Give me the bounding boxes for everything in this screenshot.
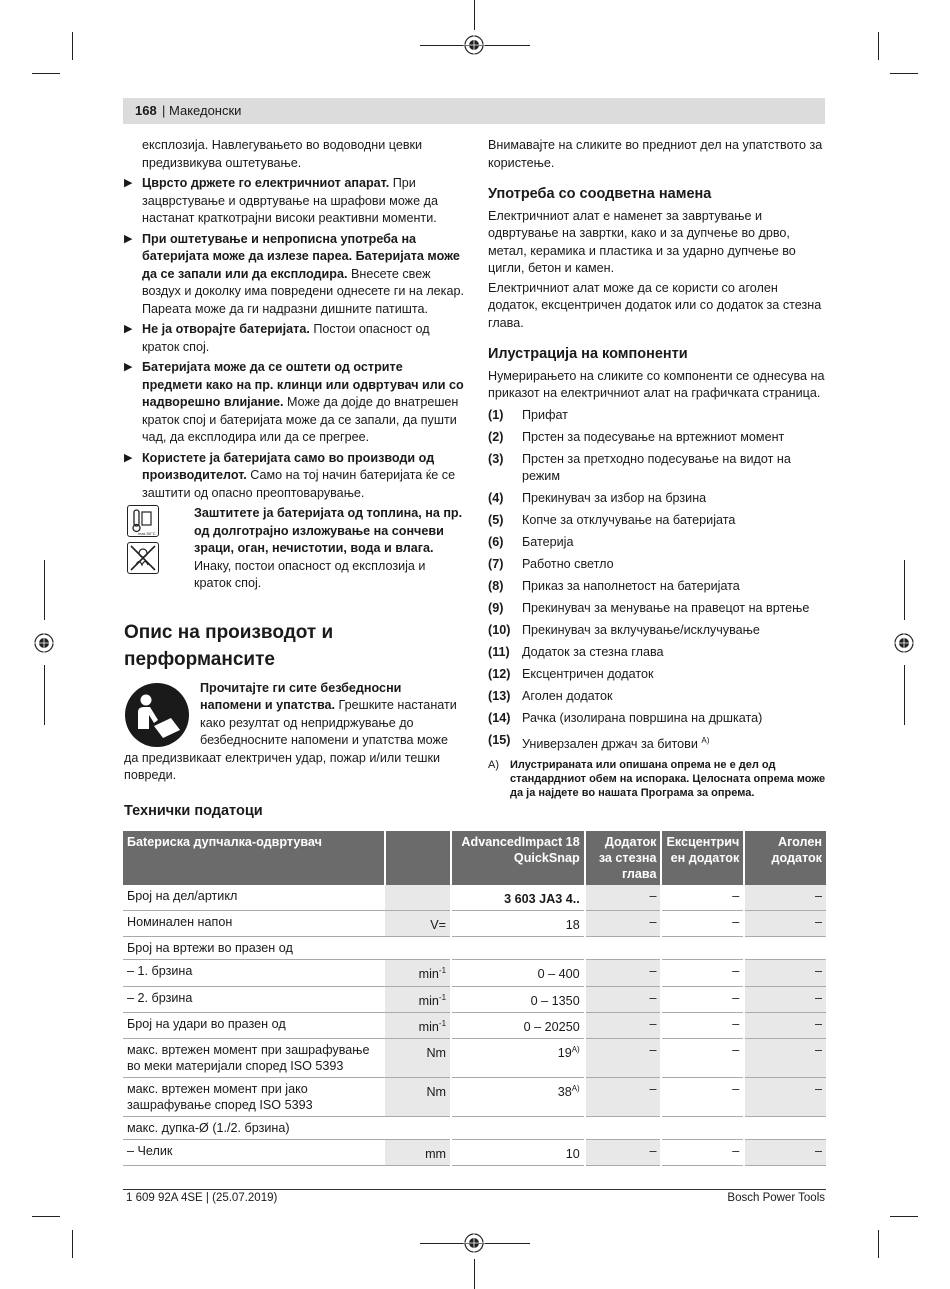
table-cell [451,960,585,986]
read-warning-text: Грешките настанати како резултат од непридржување до безбедносните напомени и упатства може да предизвикаат електричен удар, пожар и/или тешки повреди. [124,698,457,782]
value-text: 0 – 20250 [523,1019,580,1034]
table-row [123,960,826,986]
table-cell: – [744,1038,826,1077]
table-cell: – [744,1139,826,1165]
bullet-text: Внесете свеж воздух и доколку има повредени однесете ги на лекар. Пареата може да ги надразни дишните патишта. [142,266,464,316]
table-cell: – [661,911,744,937]
registration-target-icon [893,632,915,654]
crop-mark [474,0,475,30]
component-text: Прифат [522,407,568,422]
table-cell: – [585,1038,662,1077]
triangle-bullet-icon: ▶ [124,451,133,464]
table-cell: – [744,1012,826,1038]
component-number: (3) [488,451,504,466]
table-header-cell: Бatериска дупчалка-одвртувач [123,831,385,885]
bullet-bold: Батеријата може да се оштети од острите предмети како на пр. клинци или одвртувач или со надворешно влијание. [142,360,464,409]
footer-rule [123,1189,826,1190]
table-cell [385,986,451,1012]
heat-warning-text: Инаку, постои опасност од експлозија и краток спој. [194,558,426,590]
table-header-row [123,831,826,885]
unit-sup: -1 [438,1018,447,1028]
read-manual-icon [124,682,190,748]
component-label [522,407,568,425]
component-label [522,666,654,684]
component-text: Аголен додаток [522,689,613,703]
unit-text: Nm [426,1046,447,1061]
table-cell: – [585,986,662,1012]
list-item [488,622,826,640]
component-number: (2) [488,429,504,444]
unit-text: min [418,967,439,982]
warning-bullet [124,359,464,447]
table-header-cell: Аголен додаток [744,831,826,885]
registration-target-icon [463,34,485,56]
component-number: (12) [488,667,511,681]
table-cell [385,1038,451,1077]
table-cell: – [661,1077,744,1116]
table-cell: – [585,1139,662,1165]
table-cell: макс. дупка-Ø (1./2. брзина) [123,1116,826,1139]
table-cell [385,1077,451,1116]
warning-bullet [124,450,464,503]
table-cell: – [585,885,662,911]
table-cell: – 1. брзина [123,960,385,986]
component-text: Батерија [522,535,574,549]
triangle-bullet-icon: ▶ [124,232,133,245]
unit-text: mm [425,1147,447,1162]
table-cell: Номинален напон [123,911,385,937]
value-text: 3 603 JA3 4.. [504,892,580,907]
table-header-cell: AdvancedImpact 18 QuickSnap [451,831,585,885]
list-item [488,490,826,508]
footer-brand: Bosch Power Tools [727,1192,825,1204]
list-item [488,600,826,618]
component-number: (6) [488,535,504,549]
table-header-cell: Ексцентрич ен додаток [661,831,744,885]
thermometer-icon [127,505,159,537]
crop-mark [44,665,45,725]
table-cell: – [744,911,826,937]
table-cell [451,885,585,911]
value-sup: A) [571,1044,580,1054]
value-text: 38 [557,1085,572,1100]
list-item [488,666,826,684]
triangle-bullet-icon: ▶ [124,361,133,373]
table-cell: – 2. брзина [123,986,385,1012]
warning-bullet [124,321,464,356]
table-cell [451,1139,585,1165]
component-label [522,622,760,640]
bullet-text: При зацврстување и одвртување на шрафови може да настанат краткотрајни високи реактивни моменти. [142,176,438,225]
crop-mark [878,32,879,60]
component-number: (15) [488,733,511,747]
header-separator: | [162,103,166,118]
table-row [123,937,826,960]
table-cell: – [744,885,826,911]
heat-warning [124,505,464,593]
unit-sup: -1 [438,966,447,976]
component-label [522,429,784,447]
component-label [522,512,735,530]
left-column [124,137,464,785]
component-label [522,732,709,754]
table-cell: макс. вртежен момент при јако зашрафување според ISO 5393 [123,1077,385,1116]
table-cell: – [744,960,826,986]
bullet-text: Може да дојде до внатрешен краток спој и батеријата може да се запали, да пушти чад, да експлодира или да се прегрее. [142,395,459,444]
component-text: Прстен за претходно подесување на видот на режим [522,451,791,483]
table-cell: – [661,1038,744,1077]
table-cell: Број на дел/артикл [123,885,385,911]
no-sun-fire-water-icon [127,542,159,574]
crop-mark [890,73,918,74]
component-label [522,451,826,486]
triangle-bullet-icon: ▶ [124,177,133,189]
bullet-bold: Не ја отворајте батеријата. [142,322,310,336]
product-heading: Опис на производот и перформансите [124,621,334,670]
crop-mark [878,1230,879,1258]
table-cell [451,986,585,1012]
use-paragraph-1: Електричниот алат е наменет за завртување и одвртување на завртки, како и за дупчење во дрво, метал, керамика и пластика и за ударно дупчење во цигли, бетон и камен. [488,208,796,275]
component-text: Приказ за наполнетост на батеријата [522,579,740,593]
use-paragraph-2: Електричниот алат може да се користи со аголен додаток, ексцентричен додаток или со додаток за стезна глава. [488,280,822,330]
crop-mark [890,1216,918,1217]
table-row [123,911,826,937]
component-label [522,710,762,728]
table-cell: – [585,960,662,986]
table-cell [451,1012,585,1038]
bullet-text: Само на тој начин батеријата ќе се заштити од опасно преоптоварување. [142,468,456,500]
table-cell: макс. вртежен момент при зашрафување во меки материјали според ISO 5393 [123,1038,385,1077]
use-heading: Употреба со соодветна намена [488,186,712,202]
footnote [488,758,826,800]
list-item [488,512,826,530]
component-text: Рачка (изолирана површина на дршката) [522,711,763,725]
table-row [123,1077,826,1116]
right-intro-text: Внимавајте на сликите во предниот дел на упатството за користење. [488,138,823,170]
components-heading: Илустрација на компоненти [488,346,688,362]
list-item [488,644,826,662]
max-temp-label: max.50°C [138,531,156,536]
table-cell [451,1038,585,1077]
value-text: 10 [565,1147,580,1162]
component-number: (14) [488,711,511,725]
read-warning [124,680,464,785]
list-item [488,556,826,574]
crop-mark [72,1230,73,1258]
component-number: (5) [488,513,504,527]
table-cell: – [585,1077,662,1116]
list-item [488,407,826,425]
read-warning-bold: Прочитајте ги сите безбедносни напомени и упатства. [200,680,402,712]
component-number: (9) [488,601,504,615]
table-cell: – [661,960,744,986]
bullet-text: Постои опасност од краток спој. [142,322,430,354]
crop-mark [32,73,60,74]
component-number: (7) [488,557,504,571]
crop-mark [904,665,905,725]
page-number: 168 [135,103,157,118]
unit-sup: -1 [438,992,447,1002]
intro-text: експлозија. Навлегувањето во водоводни цевки предизвикува оштетување. [142,138,423,170]
component-number: (11) [488,645,510,659]
bullet-bold: Користете ја батеријата само во производи од производителот. [142,450,435,482]
value-sup: A) [571,1083,580,1093]
table-cell [385,1012,451,1038]
table-cell: – [661,885,744,911]
table-cell: – [744,1077,826,1116]
component-label [522,600,809,618]
crop-mark [32,1216,60,1217]
registration-target-icon [463,1232,485,1254]
value-text: 0 – 1350 [530,993,580,1008]
list-item [488,451,826,486]
component-number: (10) [488,623,511,637]
warning-bullet [124,231,464,319]
table-cell: – [661,1139,744,1165]
table-cell [451,1077,585,1116]
list-item [488,534,826,552]
table-row [123,1139,826,1165]
component-number: (13) [488,689,511,703]
table-cell: – [661,1012,744,1038]
component-number: (8) [488,579,504,593]
table-cell [451,911,585,937]
list-item [488,429,826,447]
component-text: Работно светло [522,557,614,571]
components-intro: Нумерирањето на сликите со компоненти се однесува на приказот на електричниот алат на графичката страница. [488,368,825,400]
table-row [123,1116,826,1139]
footnote-text: Илустрираната или опишана опрема не е дел од стандардниот обем на испорака. Целосната опрема може да ја најдете во нашата Програма за опрема. [510,759,826,800]
header-language: Македонски [169,103,242,118]
component-label [522,556,614,574]
tech-data-table [123,831,826,1166]
table-cell [385,960,451,986]
component-number: (4) [488,491,504,505]
component-label [522,688,613,706]
list-item [488,578,826,596]
component-text: Универзален држач за битови [522,737,698,752]
unit-text: V= [430,918,447,933]
component-label [522,490,706,508]
table-cell: Број на удари во празен од [123,1012,385,1038]
components-list [488,407,826,754]
component-text: Додаток за стезна глава [522,645,664,659]
right-column [488,137,826,800]
table-cell [385,885,451,911]
footer-doc-number: 1 609 92A 4SE | (25.07.2019) [126,1192,278,1204]
tech-data-heading: Технички податоци [124,803,263,819]
table-cell: Број на вртежи во празен од [123,937,826,960]
warning-bullet [124,175,464,228]
component-text: Прстен за подесување на вртежниот момент [522,429,785,444]
registration-target-icon [33,632,55,654]
component-text: Прекинувач за вклучување/исклучување [522,623,760,637]
unit-text: Nm [426,1085,447,1100]
list-item [488,688,826,706]
table-row [123,1012,826,1038]
crop-mark [72,32,73,60]
table-cell: – [585,911,662,937]
table-cell: – [744,986,826,1012]
table-row [123,1038,826,1077]
heat-warning-bold: Заштитете ја батеријата од топлина, на пр. од долготрајно изложување на сончеви зраци, оган, нечистотии, вода и влага. [194,506,463,555]
component-text: Прекинувач за избор на брзина [522,491,707,505]
component-label [522,534,573,552]
component-number: (1) [488,407,504,422]
component-sup: A) [701,736,710,745]
component-label [522,644,664,662]
table-row [123,885,826,911]
crop-mark [44,560,45,620]
value-text: 18 [565,918,580,933]
table-header-cell [385,831,451,885]
table-cell: – [585,1012,662,1038]
bullet-bold: Цврсто држете го електричниот апарат. [142,176,390,190]
triangle-bullet-icon: ▶ [124,323,133,335]
table-header-cell: Додаток за стезна глава [585,831,662,885]
list-item [488,710,826,728]
value-text: 0 – 400 [537,967,580,982]
unit-text: min [418,993,439,1008]
bullet-bold: При оштетување и непрописна употреба на батеријата може да излезе пареа. Батеријата може да се запали или да експлодира. [142,231,460,281]
component-label [522,578,740,596]
footnote-mark: A) [488,759,499,772]
value-text: 19 [557,1046,572,1061]
component-text: Прекинувач за менување на правецот на вртење [522,601,810,615]
unit-text: min [418,1019,439,1034]
list-item [488,732,826,754]
component-text: Ексцентричен додаток [522,667,654,681]
crop-mark [904,560,905,620]
table-cell: – [661,986,744,1012]
crop-mark [474,1259,475,1289]
table-cell [385,911,451,937]
table-row [123,986,826,1012]
table-cell: – Челик [123,1139,385,1165]
table-cell [385,1139,451,1165]
component-text: Копче за отклучување на батеријата [522,513,736,527]
